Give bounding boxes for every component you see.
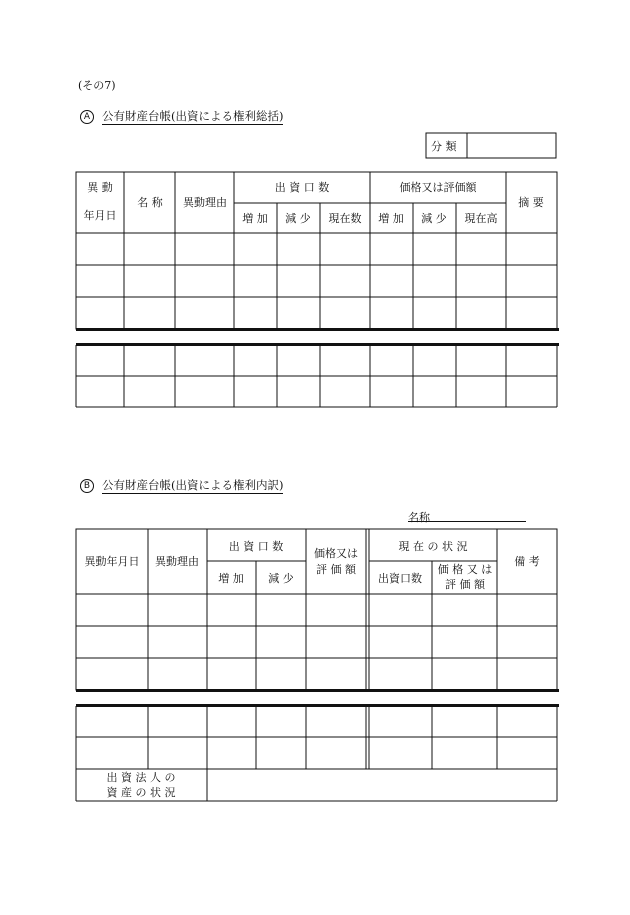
- header-status-value-line2: 評 価 額: [445, 578, 485, 591]
- header-value-line1: 価格又は: [314, 547, 358, 560]
- header-change-date: 異動年月日: [84, 555, 140, 568]
- header-status-units: 出資口数: [378, 572, 422, 585]
- header-status-group: 現 在 の 状 況: [398, 540, 468, 553]
- header-value-increase: 増 加: [378, 212, 404, 225]
- header-value-line2: 評 価 額: [316, 563, 356, 576]
- header-units-group: 出 資 口 数: [274, 181, 330, 194]
- header-value-group: 価格又は評価額: [399, 181, 477, 194]
- section-a-marker: A: [80, 110, 94, 124]
- header-current-amount: 現在高: [464, 212, 498, 225]
- section-a-title: 公有財産台帳(出資による権利総括): [102, 109, 284, 123]
- page-label: (その7): [78, 79, 116, 92]
- header-status-value-line1: 価 格 又 は: [437, 563, 493, 576]
- header-value-decrease: 減 少: [421, 212, 447, 225]
- header-change-bottom: 年月日: [83, 209, 117, 222]
- header-increase-b: 増 加: [218, 572, 244, 585]
- section-b-title: 公有財産台帳(出資による権利内訳): [102, 478, 284, 492]
- header-name: 名 称: [137, 196, 163, 209]
- footer-line1: 出 資 法 人 の: [106, 771, 176, 784]
- section-b-name-label: 名称: [408, 511, 430, 524]
- classification-label: 分 類: [431, 140, 457, 153]
- header-reason-b: 異動理由: [155, 555, 199, 568]
- header-notes: 備 考: [514, 555, 540, 568]
- header-change-top: 異 動: [87, 181, 113, 194]
- header-reason: 異動理由: [183, 196, 227, 209]
- header-current-count: 現在数: [328, 212, 362, 225]
- header-units-increase: 増 加: [242, 212, 268, 225]
- header-decrease-b: 減 少: [268, 572, 294, 585]
- header-units-group-b: 出 資 口 数: [228, 540, 284, 553]
- header-remarks: 摘 要: [518, 196, 544, 209]
- header-units-decrease: 減 少: [285, 212, 311, 225]
- section-b-marker: B: [80, 479, 94, 493]
- footer-line2: 資 産 の 状 況: [106, 786, 176, 799]
